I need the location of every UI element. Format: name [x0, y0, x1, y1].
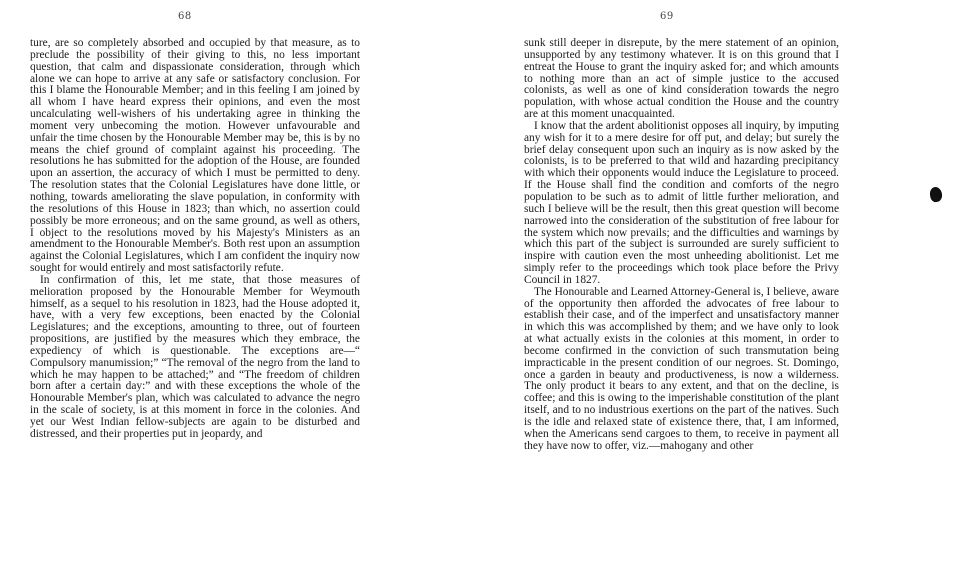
- right-paragraph-2: I know that the ardent abolitionist opposes all inquiry, by imputing any wish for it to a mere desire for off put, and delay; but surely the brief delay consequent upon such an inquiry as is now asked by the colonists, is to be preferred to that wild and hazarding precipitancy with which their opponents would induce the Legislature to proceed. If the House shall find the condition and comforts of the negro population to be such as to admit of little further melioration, and such I believe will be the result, then this great question will become narrowed into the consideration of the substitution of free labour for the system which now prevails; and the difficulties and warnings by which this part of the subject is surrounded are surely sufficient to inspire with caution even the most unheeding abolitionist. Let me simply refer to the proceedings which took place before the Privy Council in 1827.: [524, 119, 839, 286]
- left-page-text: [30, 38, 360, 441]
- left-paragraph-1: ture, are so completely absorbed and occupied by that measure, as to preclude the possibility of their giving to this, no less important question, that calm and dispassionate consideration, through which alone we can hope to arrive at any safe or satisfactory conclusion. For this I blame the Honourable Member; and in this feeling I am joined by all whom I have heard express their opinions, and even the most uncalculating well-wishers of his undertaking agree in thinking the moment very unbecoming the motion. However unfavourable and unfair the time chosen by the Honourable Member may be, this is by no means the chief ground of complaint against his proceeding. The resolutions he has submitted for the adoption of the House, are founded upon an assertion, the accuracy of which I must be permitted to deny. The resolution states that the Colonial Legislatures have done little, or nothing, towards ameliorating the slave population, in conformity with the resolutions of this House in 1823; than which, no assertion could possibly be more erroneous; and on the same ground, as well as others, I object to the resolutions moved by his Majesty's Ministers as an amendment to the Honourable Member's. Both rest upon an assumption against the Colonial Legislatures, which I am confident the inquiry now sought for would entirely and most satisfactorily refute.: [30, 37, 360, 275]
- right-page: [524, 0, 839, 578]
- left-page-number: 68: [178, 11, 192, 22]
- left-paragraph-2: In confirmation of this, let me state, that those measures of melioration proposed by the Honourable Member for Weymouth himself, as a sequel to his resolution in 1823, had the House adopted it, have, with a very few exceptions, been enacted by the Colonial Legislatures; and the exceptions, amounting to three, out of fourteen propositions, are justified by the measures which they embrace, the expediency of which is questionable. The exceptions are—“ Compulsory manumission;” “The removal of the negro from the land to which he may happen to be attached;” and “The freedom of children born after a certain day:” and with these exceptions the whole of the Honourable Member's plan, which was calculated to advance the negro in the scale of society, is at this moment in force in the colonies. And yet our West Indian fellow-subjects are again to be disturbed and distressed, and their properties put in jeopardy, and: [30, 273, 360, 440]
- right-page-text: [524, 38, 839, 453]
- left-page: [30, 0, 360, 578]
- page-gutter: [470, 0, 510, 578]
- right-page-number: 69: [660, 11, 674, 22]
- right-paragraph-1: sunk still deeper in disrepute, by the mere statement of an opinion, unsupported by any testimony whatever. It is on this ground that I entreat the House to grant the inquiry asked for; and which amounts to nothing more than an act of simple justice to the accused colonists, as well as one of kind consideration towards the negro population, with whose actual condition the House and the country are at this moment unacquainted.: [524, 37, 839, 121]
- right-paragraph-3: The Honourable and Learned Attorney-General is, I believe, aware of the opportunity then afforded the advocates of free labour to establish their case, and of the imperfect and unsatisfactory manner in which this was accomplished by them; and we have only to look at what actually exists in the colonies at this moment, in order to become confirmed in the conviction of such transmutation being impracticable in the present condition of our negroes. St. Domingo, once a garden in beauty and productiveness, is now a wilderness. The only product it bears to any extent, and that on the decline, is coffee; and this is owing to the imperishable constitution of the plant itself, and to no industrious exertions on the part of the natives. Such is the idle and relaxed state of existence there, that, I am informed, when the Americans send cargoes to them, to receive in payment all they have now to offer, viz.—mahogany and other: [524, 285, 839, 452]
- ink-blot-mark: [929, 186, 943, 203]
